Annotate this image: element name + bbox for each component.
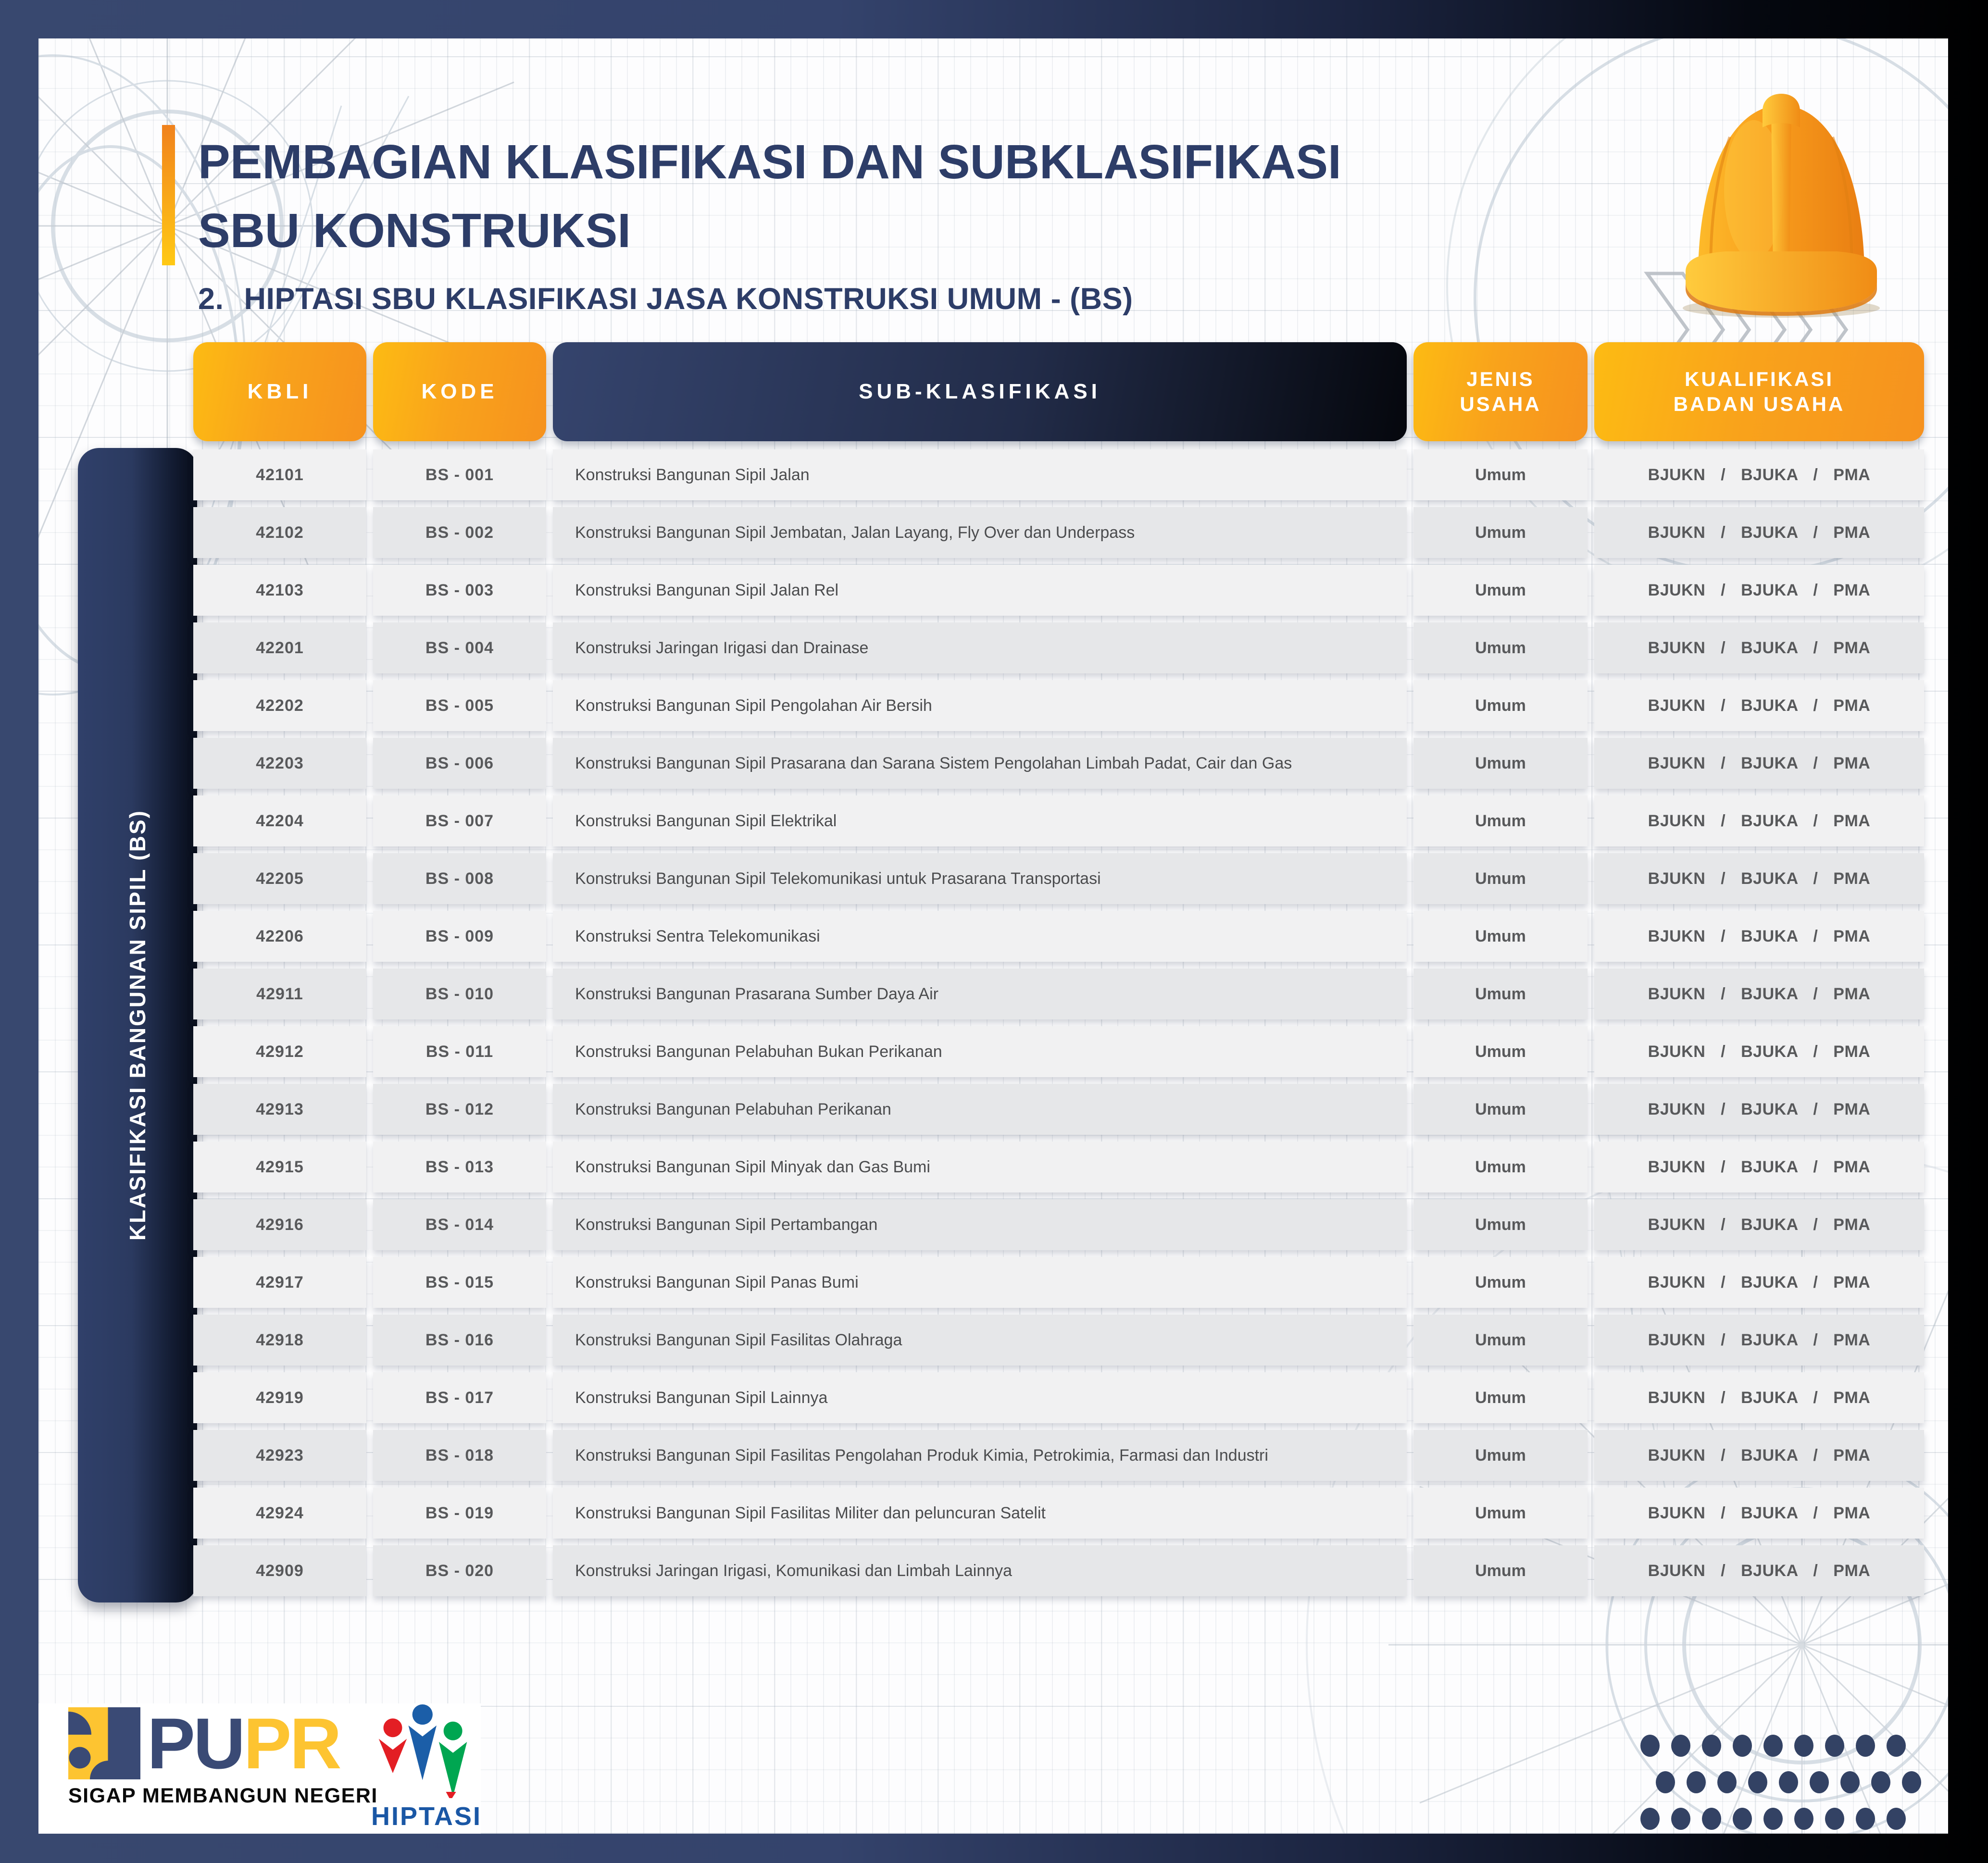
- table-row: [193, 1488, 1924, 1539]
- classification-table: [193, 342, 1924, 1603]
- hiptasi-label: HIPTASI: [371, 1802, 482, 1831]
- kode-cell: BS - 019: [373, 1488, 546, 1539]
- jenis-usaha-cell: Umum: [1413, 1372, 1588, 1423]
- subklasifikasi-cell: Konstruksi Bangunan Sipil Fasilitas Olahraga: [553, 1315, 1407, 1366]
- kbli-cell: 42102: [193, 507, 366, 558]
- kbli-cell: 42913: [193, 1084, 366, 1135]
- kualifikasi-cell: BJUKN / BJUKA / PMA: [1594, 1026, 1924, 1077]
- kode-cell: BS - 015: [373, 1257, 546, 1308]
- jenis-usaha-cell: Umum: [1413, 1257, 1588, 1308]
- kbli-cell: 42103: [193, 565, 366, 616]
- kbli-cell: 42918: [193, 1315, 366, 1366]
- jenis-usaha-cell: Umum: [1413, 1026, 1588, 1077]
- page-title-line2: SBU KONSTRUKSI: [198, 204, 631, 258]
- kualifikasi-cell: BJUKN / BJUKA / PMA: [1594, 1372, 1924, 1423]
- jenis-usaha-cell: Umum: [1413, 622, 1588, 673]
- page-title-line1: PEMBAGIAN KLASIFIKASI DAN SUBKLASIFIKASI: [198, 135, 1341, 189]
- pupr-logo: [68, 1703, 378, 1808]
- kbli-cell: 42919: [193, 1372, 366, 1423]
- subklasifikasi-cell: Konstruksi Bangunan Pelabuhan Perikanan: [553, 1084, 1407, 1135]
- kode-cell: BS - 017: [373, 1372, 546, 1423]
- kualifikasi-cell: BJUKN / BJUKA / PMA: [1594, 1084, 1924, 1135]
- hiptasi-icon: [376, 1704, 472, 1798]
- kode-cell: BS - 013: [373, 1142, 546, 1192]
- subklasifikasi-cell: Konstruksi Bangunan Sipil Fasilitas Pengolahan Produk Kimia, Petrokimia, Farmasi dan Industri: [553, 1430, 1407, 1481]
- jenis-usaha-cell: Umum: [1413, 680, 1588, 731]
- subklasifikasi-cell: Konstruksi Bangunan Prasarana Sumber Daya Air: [553, 969, 1407, 1019]
- subklasifikasi-cell: Konstruksi Bangunan Pelabuhan Bukan Perikanan: [553, 1026, 1407, 1077]
- subklasifikasi-cell: Konstruksi Jaringan Irigasi, Komunikasi dan Limbah Lainnya: [553, 1545, 1407, 1596]
- kualifikasi-cell: BJUKN / BJUKA / PMA: [1594, 449, 1924, 500]
- header-subklasifikasi: SUB-KLASIFIKASI: [553, 342, 1407, 441]
- table-body: [193, 449, 1924, 1596]
- jenis-usaha-cell: Umum: [1413, 969, 1588, 1019]
- table-row: [193, 738, 1924, 789]
- kbli-cell: 42201: [193, 622, 366, 673]
- kualifikasi-cell: BJUKN / BJUKA / PMA: [1594, 1257, 1924, 1308]
- table-row: [193, 565, 1924, 616]
- kbli-cell: 42917: [193, 1257, 366, 1308]
- kualifikasi-cell: BJUKN / BJUKA / PMA: [1594, 738, 1924, 789]
- kode-cell: BS - 018: [373, 1430, 546, 1481]
- logo-panel: [38, 1703, 481, 1834]
- kode-cell: BS - 020: [373, 1545, 546, 1596]
- table-row: [193, 969, 1924, 1019]
- subklasifikasi-cell: Konstruksi Bangunan Sipil Panas Bumi: [553, 1257, 1407, 1308]
- subklasifikasi-cell: Konstruksi Bangunan Sipil Jembatan, Jalan Layang, Fly Over dan Underpass: [553, 507, 1407, 558]
- pupr-wordmark: PUPR: [147, 1703, 340, 1784]
- kualifikasi-cell: BJUKN / BJUKA / PMA: [1594, 853, 1924, 904]
- kbli-cell: 42101: [193, 449, 366, 500]
- table-row: [193, 507, 1924, 558]
- jenis-usaha-cell: Umum: [1413, 507, 1588, 558]
- table-row: [193, 1199, 1924, 1250]
- kode-cell: BS - 005: [373, 680, 546, 731]
- kbli-cell: 42204: [193, 795, 366, 846]
- header-jenis-usaha: JENIS USAHA: [1413, 342, 1588, 441]
- kualifikasi-cell: BJUKN / BJUKA / PMA: [1594, 911, 1924, 962]
- kualifikasi-cell: BJUKN / BJUKA / PMA: [1594, 680, 1924, 731]
- table-row: [193, 449, 1924, 500]
- jenis-usaha-cell: Umum: [1413, 565, 1588, 616]
- table-row: [193, 1084, 1924, 1135]
- subklasifikasi-cell: Konstruksi Jaringan Irigasi dan Drainase: [553, 622, 1407, 673]
- kode-cell: BS - 006: [373, 738, 546, 789]
- subklasifikasi-cell: Konstruksi Bangunan Sipil Fasilitas Militer dan peluncuran Satelit: [553, 1488, 1407, 1539]
- subklasifikasi-cell: Konstruksi Bangunan Sipil Jalan Rel: [553, 565, 1407, 616]
- kualifikasi-cell: BJUKN / BJUKA / PMA: [1594, 565, 1924, 616]
- sidebar-label: KLASIFIKASI BANGUNAN SIPIL (BS): [125, 809, 150, 1241]
- kode-cell: BS - 004: [373, 622, 546, 673]
- jenis-usaha-cell: Umum: [1413, 449, 1588, 500]
- pupr-icon: [68, 1707, 140, 1779]
- pupr-tagline: SIGAP MEMBANGUN NEGERI: [68, 1784, 378, 1807]
- kode-cell: BS - 007: [373, 795, 546, 846]
- subklasifikasi-cell: Konstruksi Bangunan Sipil Telekomunikasi untuk Prasarana Transportasi: [553, 853, 1407, 904]
- subklasifikasi-cell: Konstruksi Bangunan Sipil Pengolahan Air Bersih: [553, 680, 1407, 731]
- jenis-usaha-cell: Umum: [1413, 1142, 1588, 1192]
- kode-cell: BS - 011: [373, 1026, 546, 1077]
- kode-cell: BS - 016: [373, 1315, 546, 1366]
- kode-cell: BS - 014: [373, 1199, 546, 1250]
- header-kbli: KBLI: [193, 342, 366, 441]
- kualifikasi-cell: BJUKN / BJUKA / PMA: [1594, 1315, 1924, 1366]
- table-row: [193, 1315, 1924, 1366]
- kbli-cell: 42202: [193, 680, 366, 731]
- jenis-usaha-cell: Umum: [1413, 1488, 1588, 1539]
- kualifikasi-cell: BJUKN / BJUKA / PMA: [1594, 622, 1924, 673]
- kode-cell: BS - 002: [373, 507, 546, 558]
- subklasifikasi-cell: Konstruksi Bangunan Sipil Minyak dan Gas Bumi: [553, 1142, 1407, 1192]
- jenis-usaha-cell: Umum: [1413, 911, 1588, 962]
- kualifikasi-cell: BJUKN / BJUKA / PMA: [1594, 1488, 1924, 1539]
- kbli-cell: 42924: [193, 1488, 366, 1539]
- table-row: [193, 853, 1924, 904]
- kualifikasi-cell: BJUKN / BJUKA / PMA: [1594, 969, 1924, 1019]
- subklasifikasi-cell: Konstruksi Bangunan Sipil Elektrikal: [553, 795, 1407, 846]
- kualifikasi-cell: BJUKN / BJUKA / PMA: [1594, 507, 1924, 558]
- section-heading: [198, 282, 1133, 316]
- jenis-usaha-cell: Umum: [1413, 853, 1588, 904]
- subklasifikasi-cell: Konstruksi Bangunan Sipil Pertambangan: [553, 1199, 1407, 1250]
- kbli-cell: 42916: [193, 1199, 366, 1250]
- title-accent-bar: [162, 125, 175, 265]
- kbli-cell: 42923: [193, 1430, 366, 1481]
- jenis-usaha-cell: Umum: [1413, 795, 1588, 846]
- section-number: 2.: [198, 282, 224, 316]
- kode-cell: BS - 001: [373, 449, 546, 500]
- kualifikasi-cell: BJUKN / BJUKA / PMA: [1594, 1199, 1924, 1250]
- table-row: [193, 1430, 1924, 1481]
- table-header-row: [193, 342, 1924, 441]
- table-row: [193, 1257, 1924, 1308]
- header-kode: KODE: [373, 342, 546, 441]
- kode-cell: BS - 012: [373, 1084, 546, 1135]
- kbli-cell: 42915: [193, 1142, 366, 1192]
- subklasifikasi-cell: Konstruksi Bangunan Sipil Lainnya: [553, 1372, 1407, 1423]
- kode-cell: BS - 009: [373, 911, 546, 962]
- page-title: [198, 128, 1341, 265]
- jenis-usaha-cell: Umum: [1413, 1084, 1588, 1135]
- kualifikasi-cell: BJUKN / BJUKA / PMA: [1594, 795, 1924, 846]
- hard-hat-icon: [1668, 65, 1894, 320]
- table-row: [193, 1026, 1924, 1077]
- kbli-cell: 42909: [193, 1545, 366, 1596]
- jenis-usaha-cell: Umum: [1413, 1430, 1588, 1481]
- kbli-cell: 42205: [193, 853, 366, 904]
- kbli-cell: 42203: [193, 738, 366, 789]
- classification-sidebar: [78, 448, 197, 1602]
- kode-cell: BS - 010: [373, 969, 546, 1019]
- subklasifikasi-cell: Konstruksi Sentra Telekomunikasi: [553, 911, 1407, 962]
- dot-grid-decoration: [1640, 1735, 1921, 1830]
- subklasifikasi-cell: Konstruksi Bangunan Sipil Prasarana dan Sarana Sistem Pengolahan Limbah Padat, Cair dan Gas: [553, 738, 1407, 789]
- header-kualifikasi: KUALIFIKASI BADAN USAHA: [1594, 342, 1924, 441]
- table-row: [193, 795, 1924, 846]
- table-row: [193, 680, 1924, 731]
- section-title: HIPTASI SBU KLASIFIKASI JASA KONSTRUKSI UMUM - (BS): [244, 282, 1133, 316]
- kbli-cell: 42911: [193, 969, 366, 1019]
- subklasifikasi-cell: Konstruksi Bangunan Sipil Jalan: [553, 449, 1407, 500]
- kbli-cell: 42206: [193, 911, 366, 962]
- table-row: [193, 622, 1924, 673]
- content-card: [38, 38, 1948, 1834]
- table-row: [193, 911, 1924, 962]
- jenis-usaha-cell: Umum: [1413, 738, 1588, 789]
- table-row: [193, 1545, 1924, 1596]
- jenis-usaha-cell: Umum: [1413, 1199, 1588, 1250]
- table-row: [193, 1142, 1924, 1192]
- jenis-usaha-cell: Umum: [1413, 1315, 1588, 1366]
- kualifikasi-cell: BJUKN / BJUKA / PMA: [1594, 1430, 1924, 1481]
- jenis-usaha-cell: Umum: [1413, 1545, 1588, 1596]
- kualifikasi-cell: BJUKN / BJUKA / PMA: [1594, 1545, 1924, 1596]
- kode-cell: BS - 008: [373, 853, 546, 904]
- hiptasi-logo: [371, 1704, 482, 1831]
- kualifikasi-cell: BJUKN / BJUKA / PMA: [1594, 1142, 1924, 1192]
- table-row: [193, 1372, 1924, 1423]
- kbli-cell: 42912: [193, 1026, 366, 1077]
- kode-cell: BS - 003: [373, 565, 546, 616]
